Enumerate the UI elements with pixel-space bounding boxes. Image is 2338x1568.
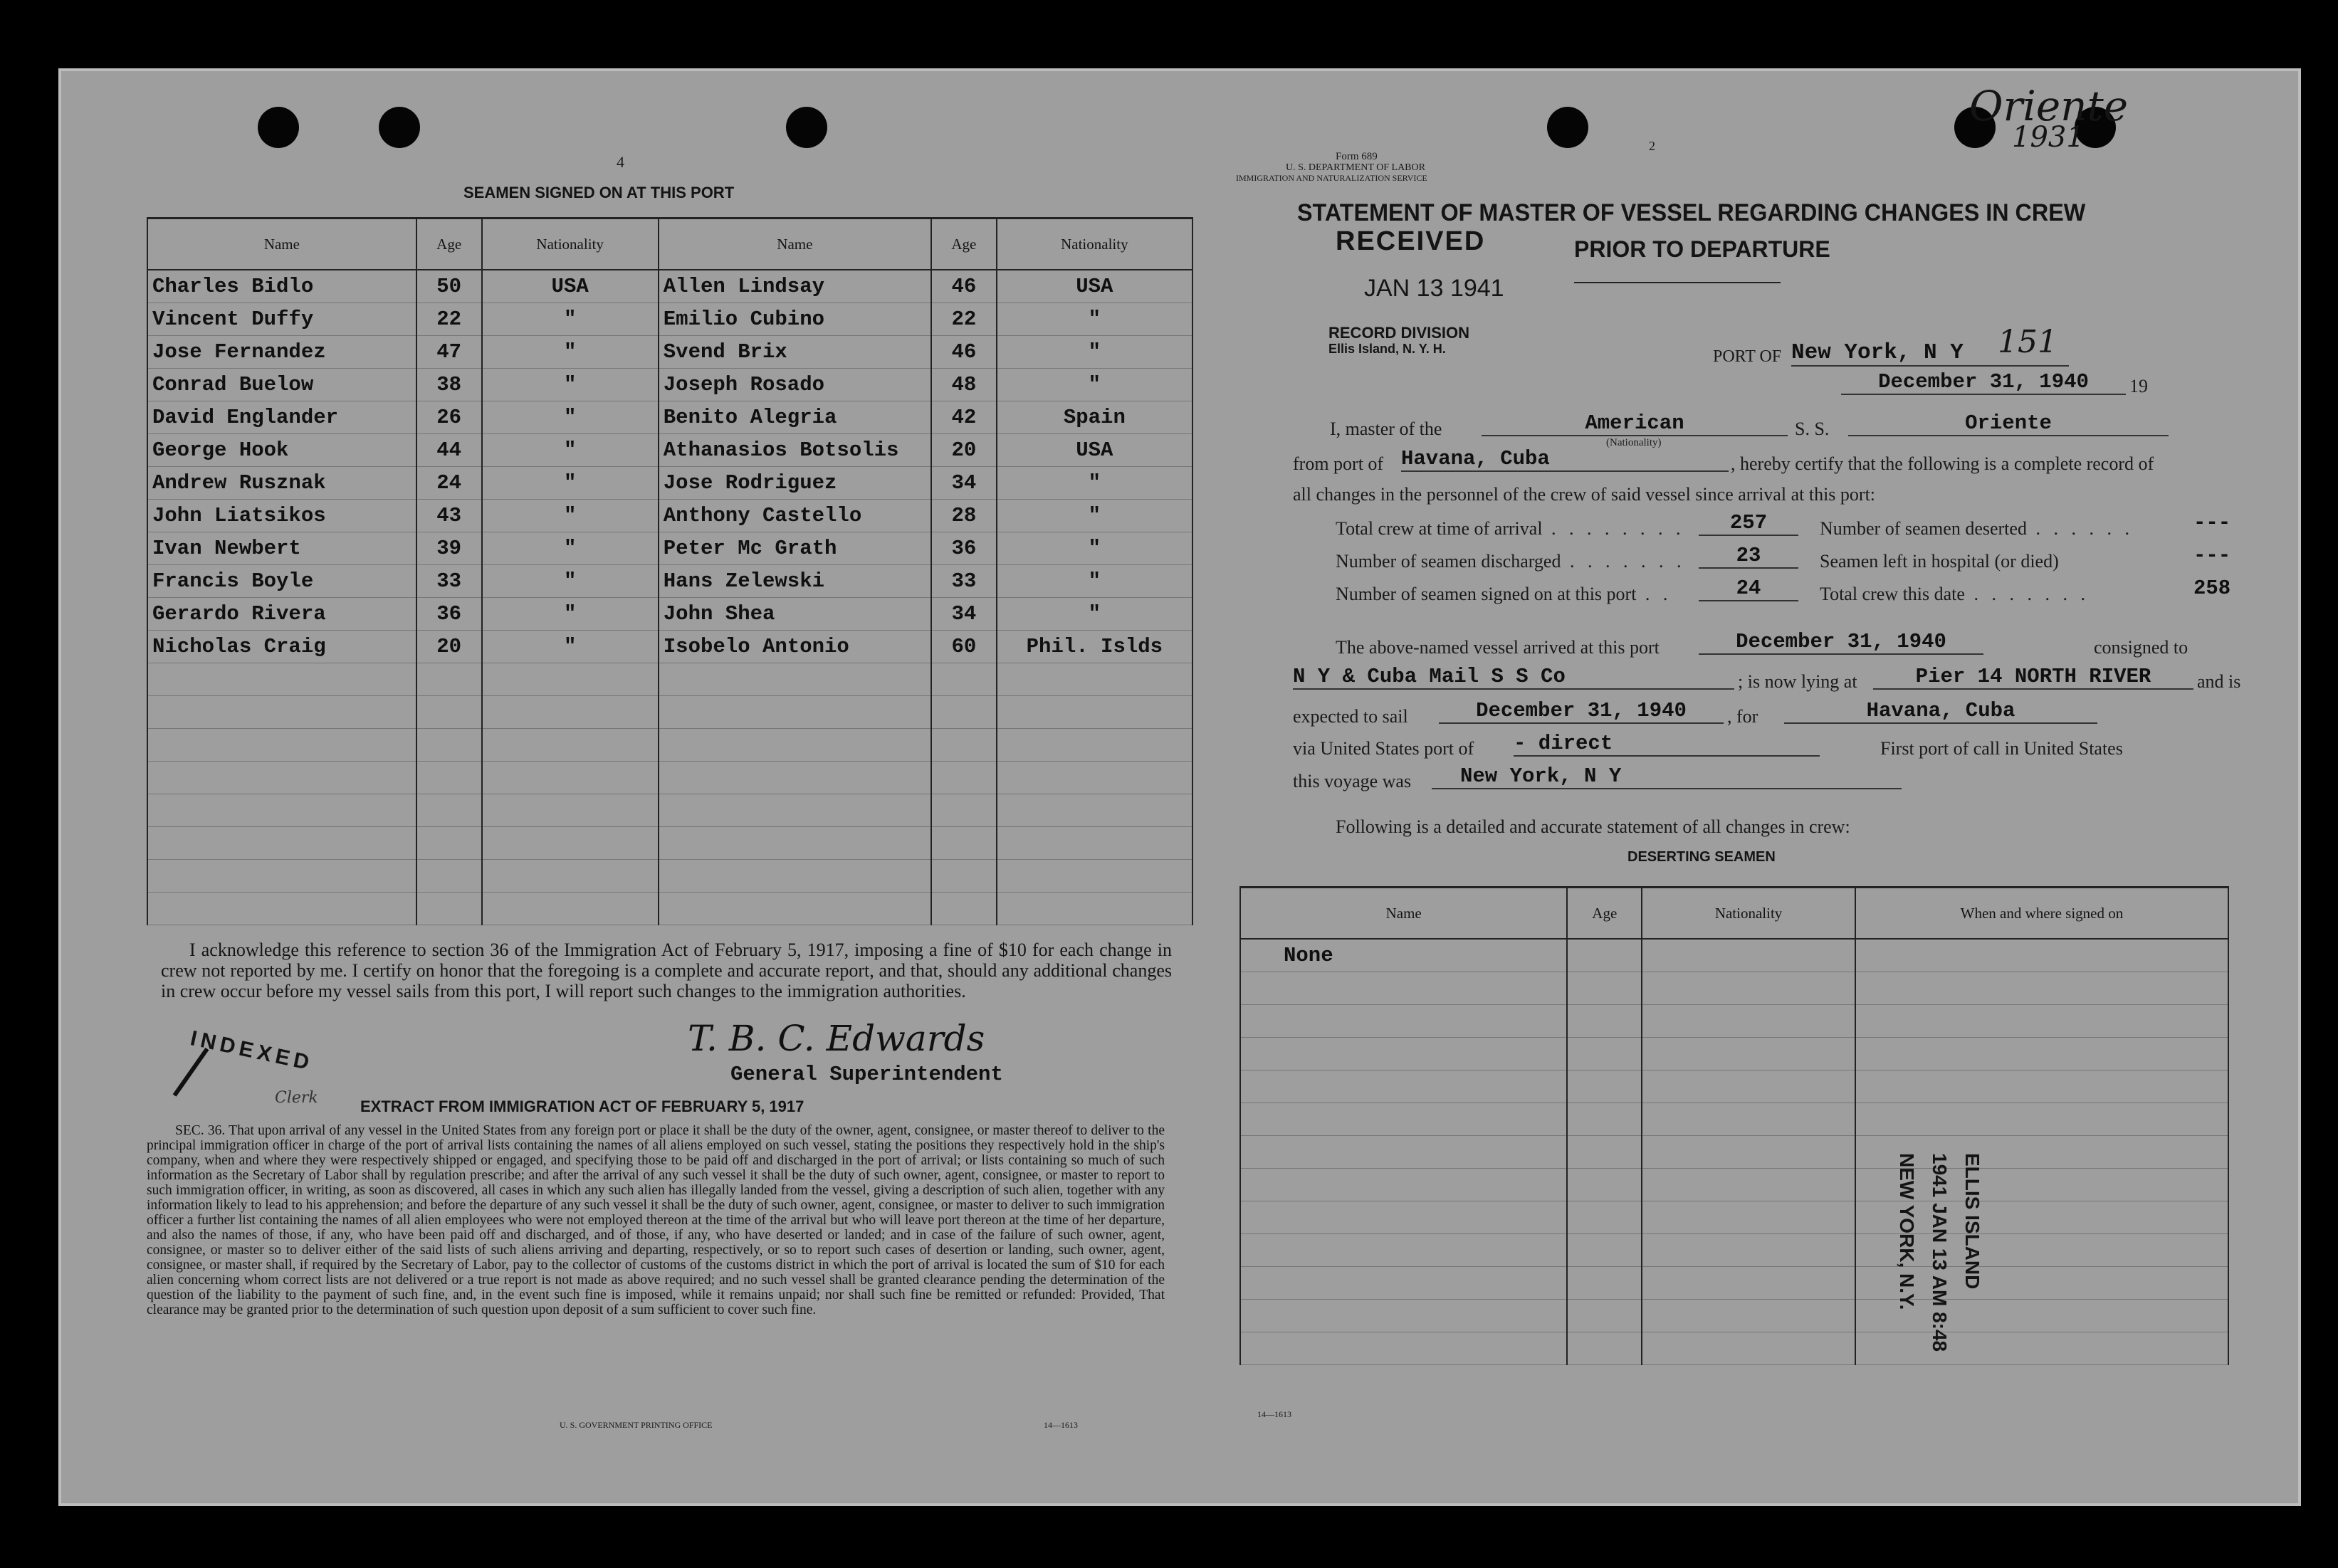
empty-cell — [997, 663, 1192, 696]
seaman-age: 48 — [931, 369, 997, 401]
seaman-nationality: USA — [997, 434, 1192, 467]
nationality-caption: (Nationality) — [1606, 437, 1662, 448]
column-header: Nationality — [482, 219, 659, 270]
for-label: , for — [1727, 706, 1758, 727]
seaman-name: John Shea — [659, 598, 931, 631]
port-of-label: PORT OF — [1713, 347, 1782, 366]
discharged-value: 23 — [1699, 544, 1798, 569]
empty-cell — [1567, 1169, 1642, 1201]
consignee-value: N Y & Cuba Mail S S Co — [1293, 665, 1734, 690]
empty-cell — [482, 762, 659, 794]
empty-cell — [659, 860, 931, 893]
hospital-label: Seamen left in hospital (or died) — [1820, 551, 2059, 572]
empty-cell — [1642, 972, 1855, 1005]
empty-row — [147, 729, 1192, 762]
seaman-nationality: " — [482, 434, 659, 467]
empty-cell — [997, 827, 1192, 860]
seaman-age: 24 — [416, 467, 482, 500]
empty-cell — [147, 762, 416, 794]
seaman-nationality: " — [997, 369, 1192, 401]
seaman-name: Nicholas Craig — [147, 631, 416, 663]
document-sheet — [58, 68, 2301, 1506]
deserting-table — [1239, 886, 2229, 1365]
seaman-name: Peter Mc Grath — [659, 532, 931, 565]
page-number: 2 — [1649, 139, 1655, 153]
total-date-label: Total crew this date . . . . . . . — [1820, 584, 2090, 604]
empty-cell — [147, 827, 416, 860]
empty-cell — [1240, 1201, 1567, 1234]
seaman-nationality: " — [482, 500, 659, 532]
empty-cell — [1240, 1332, 1567, 1365]
stamp-ellis-text: ELLIS ISLAND — [1961, 1153, 1983, 1290]
printer-line: U. S. GOVERNMENT PRINTING OFFICE — [560, 1420, 713, 1430]
form-title: STATEMENT OF MASTER OF VESSEL REGARDING CHANGES IN CREW — [1297, 199, 2086, 226]
seaman-nationality: " — [482, 303, 659, 336]
seaman-nationality: " — [997, 303, 1192, 336]
seaman-name: Benito Alegria — [659, 401, 931, 434]
empty-row — [1240, 1169, 2228, 1201]
ellis-island-date-stamp — [1895, 1153, 1983, 1452]
empty-cell — [416, 663, 482, 696]
seaman-name: Hans Zelewski — [659, 565, 931, 598]
empty-cell — [1642, 1103, 1855, 1136]
department: U. S. DEPARTMENT OF LABOR — [1286, 162, 1425, 173]
empty-cell — [416, 762, 482, 794]
seaman-nationality: " — [997, 336, 1192, 369]
nationality-value: American — [1482, 411, 1788, 436]
form-code: 14—1613 — [1044, 1420, 1078, 1430]
empty-row — [1240, 1201, 2228, 1234]
seaman-age: 36 — [416, 598, 482, 631]
table-row — [147, 500, 1192, 532]
empty-row — [1240, 1038, 2228, 1070]
empty-row — [1240, 1005, 2228, 1038]
received-date-stamp: JAN 13 1941 — [1364, 275, 1504, 302]
seaman-age: 46 — [931, 270, 997, 303]
seaman-name: George Hook — [147, 434, 416, 467]
empty-cell — [1240, 1005, 1567, 1038]
handwritten-151: 151 — [1998, 324, 2057, 360]
empty-cell — [931, 893, 997, 925]
seaman-nationality: " — [997, 467, 1192, 500]
empty-row — [147, 860, 1192, 893]
form-code: 14—1613 — [1257, 1409, 1291, 1419]
empty-cell — [1567, 1005, 1642, 1038]
punch-hole — [1547, 107, 1588, 148]
empty-cell — [1855, 972, 2228, 1005]
seaman-age: 33 — [416, 565, 482, 598]
signed-on-table — [147, 217, 1193, 925]
seaman-age: 42 — [931, 401, 997, 434]
empty-cell — [147, 696, 416, 729]
empty-cell — [416, 729, 482, 762]
empty-cell — [1567, 939, 1642, 972]
ellis-island-stamp: Ellis Island, N. Y. H. — [1328, 342, 1446, 356]
form-subtitle: PRIOR TO DEPARTURE — [1574, 236, 1830, 262]
record-division-stamp: RECORD DIVISION — [1328, 324, 1470, 342]
seaman-age: 44 — [416, 434, 482, 467]
empty-row — [1240, 1332, 2228, 1365]
seaman-name: Charles Bidlo — [147, 270, 416, 303]
total-arrival-value: 257 — [1699, 511, 1798, 536]
certify-text-2: all changes in the personnel of the crew of said vessel since arrival at this port: — [1293, 484, 1876, 505]
empty-cell — [1240, 1300, 1567, 1332]
empty-row — [1240, 1234, 2228, 1267]
empty-cell — [659, 729, 931, 762]
empty-row — [147, 794, 1192, 827]
empty-cell — [1642, 1038, 1855, 1070]
table-row — [147, 270, 1192, 303]
empty-cell — [416, 696, 482, 729]
seaman-age: 50 — [416, 270, 482, 303]
table-row — [147, 631, 1192, 663]
empty-cell — [659, 696, 931, 729]
punch-hole — [786, 107, 827, 148]
empty-row — [147, 663, 1192, 696]
section-title: SEAMEN SIGNED ON AT THIS PORT — [463, 184, 735, 201]
seaman-nationality: USA — [997, 270, 1192, 303]
seaman-name: Jose Rodriguez — [659, 467, 931, 500]
empty-cell — [1240, 1234, 1567, 1267]
empty-cell — [1240, 1038, 1567, 1070]
lying-label: ; is now lying at — [1738, 671, 1857, 692]
acknowledgement-text: I acknowledge this reference to section 36 of the Immigration Act of February 5, 1917, imposing a fine of $10 for each change in crew not reported by me. I certify on honor that the foregoing is a complete and accurate report, and that, should any additional changes in crew occur before my vessel sails from this port, I will report such changes to the immigration authorities. — [161, 940, 1172, 1001]
empty-cell — [416, 827, 482, 860]
table-row — [147, 532, 1192, 565]
empty-cell — [416, 860, 482, 893]
empty-cell — [1642, 1300, 1855, 1332]
discharged-label: Number of seamen discharged . . . . . . . — [1336, 551, 1686, 572]
stamp-date-text: 1941 JAN 13 AM 8:48 — [1929, 1153, 1951, 1352]
column-header: Age — [1567, 888, 1642, 940]
empty-cell — [1855, 939, 2228, 972]
arrived-value: December 31, 1940 — [1699, 630, 1983, 655]
column-header: Name — [147, 219, 416, 270]
seaman-name: Ivan Newbert — [147, 532, 416, 565]
empty-cell — [1240, 1070, 1567, 1103]
empty-cell — [1240, 1267, 1567, 1300]
empty-cell — [1642, 1005, 1855, 1038]
vessel-value: Oriente — [1848, 411, 2169, 436]
empty-cell — [147, 893, 416, 925]
arrived-label: The above-named vessel arrived at this port — [1336, 637, 1660, 658]
seaman-name: Emilio Cubino — [659, 303, 931, 336]
following-text: Following is a detailed and accurate statement of all changes in crew: — [1336, 816, 1850, 837]
empty-cell — [1240, 1103, 1567, 1136]
seaman-name: Andrew Rusznak — [147, 467, 416, 500]
page-number: 4 — [617, 153, 624, 171]
table-row — [147, 369, 1192, 401]
seaman-name: Jose Fernandez — [147, 336, 416, 369]
empty-cell — [482, 696, 659, 729]
empty-cell — [931, 860, 997, 893]
deserted-label: Number of seamen deserted . . . . . . — [1820, 518, 2134, 539]
via-value: - direct — [1514, 732, 1820, 757]
indexed-stamp: INDEXED — [188, 1026, 315, 1075]
empty-cell — [1567, 1234, 1642, 1267]
empty-cell — [147, 860, 416, 893]
empty-cell — [931, 762, 997, 794]
seaman-name: Isobelo Antonio — [659, 631, 931, 663]
empty-cell — [147, 729, 416, 762]
empty-cell — [997, 860, 1192, 893]
signature: T. B. C. Edwards — [688, 1018, 985, 1059]
date-suffix: 19 — [2129, 376, 2148, 396]
empty-row — [1240, 972, 2228, 1005]
empty-cell — [997, 729, 1192, 762]
seaman-nationality: " — [997, 565, 1192, 598]
seaman-nationality: " — [482, 565, 659, 598]
column-header: When and where signed on — [1855, 888, 2228, 940]
seaman-age: 36 — [931, 532, 997, 565]
voyage-label: this voyage was — [1293, 771, 1412, 791]
seaman-age: 39 — [416, 532, 482, 565]
empty-cell — [1240, 972, 1567, 1005]
expected-label: expected to sail — [1293, 706, 1408, 727]
seaman-age: 20 — [931, 434, 997, 467]
empty-cell — [997, 893, 1192, 925]
empty-cell — [1855, 1070, 2228, 1103]
seaman-age: 46 — [931, 336, 997, 369]
empty-cell — [931, 729, 997, 762]
empty-cell — [1567, 1103, 1642, 1136]
column-header: Nationality — [1642, 888, 1855, 940]
from-port-value: Havana, Cuba — [1401, 447, 1729, 472]
master-label: I, master of the — [1330, 419, 1442, 439]
seaman-nationality: " — [997, 532, 1192, 565]
seaman-nationality: " — [482, 631, 659, 663]
empty-cell — [1567, 1267, 1642, 1300]
punch-hole — [258, 107, 299, 148]
seaman-nationality: " — [482, 401, 659, 434]
total-date-value: 258 — [2193, 577, 2231, 600]
empty-cell — [1642, 939, 1855, 972]
empty-cell — [931, 663, 997, 696]
empty-cell — [997, 762, 1192, 794]
empty-cell — [659, 762, 931, 794]
seaman-age: 33 — [931, 565, 997, 598]
seaman-age: 22 — [931, 303, 997, 336]
empty-cell — [482, 663, 659, 696]
empty-row — [1240, 1300, 2228, 1332]
seaman-age: 34 — [931, 598, 997, 631]
empty-row — [147, 762, 1192, 794]
seaman-nationality: " — [482, 598, 659, 631]
empty-cell — [659, 794, 931, 827]
seaman-name: Athanasios Botsolis — [659, 434, 931, 467]
total-arrival-label: Total crew at time of arrival . . . . . . . . — [1336, 518, 1685, 539]
empty-cell — [1240, 1136, 1567, 1169]
empty-cell — [1642, 1332, 1855, 1365]
via-label: via United States port of — [1293, 738, 1474, 759]
seaman-nationality: " — [997, 598, 1192, 631]
empty-cell — [1567, 1300, 1642, 1332]
empty-cell — [1567, 972, 1642, 1005]
seaman-name: David Englander — [147, 401, 416, 434]
signed-on-label: Number of seamen signed on at this port . . — [1336, 584, 1672, 604]
empty-cell — [147, 663, 416, 696]
seaman-name: Joseph Rosado — [659, 369, 931, 401]
empty-cell — [1642, 1201, 1855, 1234]
hospital-value: --- — [2193, 544, 2231, 567]
clerk-label: Clerk — [275, 1089, 318, 1107]
voyage-value: New York, N Y — [1432, 764, 1902, 789]
empty-row — [1240, 1070, 2228, 1103]
empty-row — [1240, 1103, 2228, 1136]
empty-cell — [1240, 1169, 1567, 1201]
extract-text: SEC. 36. That upon arrival of any vessel in the United States from any foreign port or place it shall be the duty of the owner, agent, consignee, or master thereof to deliver to the principal immigration officer in charge of the port of arrival lists containing the names of all aliens employed on such vessel, stating the positions they respectively hold in the ship's company, when and where they were respectively shipped or engaged, and specifying those to be paid off and discharged in the port of arrival; or lists containing so much of such information as the Secretary of Labor shall by regulation prescribe; and after the arrival of any such vessel it shall be the duty of such owner, agent, consignee, or master to report to such immigration officer, in writing, as soon as discovered, all cases in which any such alien has illegally landed from the vessel, giving a description of such alien, together with any information likely to lead to his apprehension; and before the departure of any such vessel it shall be the duty of such owner, agent, consignee, or master to deliver to such immigration officer a further list containing the names of all alien employees who were not employed thereon at the time of the arrival but who will leave port thereon at the time of her departure, and also the names of those, if any, who have been paid off and discharged, and of those, if any, who have deserted or landed; and in case of the failure of such owner, agent, consignee, or master so to deliver either of the said lists of such aliens arriving and departing, respectively, or so to report such cases of desertion or landing, such owner, agent, consignee, or master shall, if required by the Secretary of Labor, pay to the collector of customs of the customs district in which the port of arrival is located the sum of $10 for each alien concerning whom correct lists are not delivered or a true report is not made as above required; and no such vessel shall be granted clearance pending the determination of the question of the liability to the payment of such fine, and, in the event such fine is imposed, while it remains unpaid; nor shall such fine be remitted or refunded: Provided, That clearance may be granted prior to the determination of such question upon deposit of a sum sufficient to cover such fine. — [147, 1123, 1165, 1317]
table-row — [147, 467, 1192, 500]
empty-cell — [482, 729, 659, 762]
empty-row — [147, 696, 1192, 729]
empty-cell — [659, 827, 931, 860]
seaman-age: 20 — [416, 631, 482, 663]
table-row — [147, 401, 1192, 434]
seaman-age: 34 — [931, 467, 997, 500]
empty-cell — [659, 663, 931, 696]
seaman-nationality: Spain — [997, 401, 1192, 434]
handwritten-number: 1931 — [2012, 121, 2085, 154]
empty-row — [1240, 1136, 2228, 1169]
empty-cell — [1567, 1038, 1642, 1070]
first-port-label: First port of call in United States — [1880, 738, 2123, 759]
seaman-name: John Liatsikos — [147, 500, 416, 532]
port-of-value: New York, N Y — [1791, 340, 2069, 367]
column-header: Name — [659, 219, 931, 270]
column-header: Age — [931, 219, 997, 270]
empty-cell — [931, 696, 997, 729]
column-header: Nationality — [997, 219, 1192, 270]
date-value: December 31, 1940 — [1841, 370, 2126, 395]
empty-cell — [1642, 1234, 1855, 1267]
seaman-name: Allen Lindsay — [659, 270, 931, 303]
empty-cell — [997, 696, 1192, 729]
seaman-nationality: " — [997, 500, 1192, 532]
empty-cell — [416, 893, 482, 925]
seaman-nationality: Phil. Islds — [997, 631, 1192, 663]
empty-cell — [1855, 1005, 2228, 1038]
received-stamp: RECEIVED — [1336, 226, 1486, 256]
extract-title: EXTRACT FROM IMMIGRATION ACT OF FEBRUARY 5, 1917 — [360, 1098, 804, 1115]
certify-text: , hereby certify that the following is a complete record of — [1731, 453, 2154, 474]
table-row — [147, 303, 1192, 336]
empty-cell — [482, 893, 659, 925]
seaman-nationality: USA — [482, 270, 659, 303]
empty-cell — [1642, 1136, 1855, 1169]
form-number: Form 689 — [1336, 151, 1378, 162]
seaman-name: Vincent Duffy — [147, 303, 416, 336]
seaman-name: Gerardo Rivera — [147, 598, 416, 631]
deserter-name: None — [1240, 939, 1567, 972]
empty-cell — [659, 893, 931, 925]
deserting-title: DESERTING SEAMEN — [1627, 849, 1776, 865]
seaman-name: Conrad Buelow — [147, 369, 416, 401]
seaman-age: 47 — [416, 336, 482, 369]
empty-cell — [931, 794, 997, 827]
seaman-nationality: " — [482, 467, 659, 500]
seaman-age: 22 — [416, 303, 482, 336]
consigned-label: consigned to — [2094, 637, 2188, 658]
empty-cell — [1642, 1169, 1855, 1201]
empty-cell — [1567, 1070, 1642, 1103]
seaman-age: 43 — [416, 500, 482, 532]
column-header: Age — [416, 219, 482, 270]
seaman-name: Anthony Castello — [659, 500, 931, 532]
empty-cell — [482, 794, 659, 827]
stamp-ny-text: NEW YORK, N.Y. — [1896, 1153, 1918, 1310]
table-row — [1240, 939, 2228, 972]
empty-cell — [1855, 1038, 2228, 1070]
for-value: Havana, Cuba — [1784, 699, 2097, 724]
empty-cell — [147, 794, 416, 827]
empty-row — [1240, 1267, 2228, 1300]
seaman-age: 28 — [931, 500, 997, 532]
lying-value: Pier 14 NORTH RIVER — [1873, 665, 2193, 690]
table-row — [147, 336, 1192, 369]
empty-cell — [1567, 1201, 1642, 1234]
empty-row — [147, 827, 1192, 860]
column-header: Name — [1240, 888, 1567, 940]
empty-cell — [1567, 1332, 1642, 1365]
ss-label: S. S. — [1795, 419, 1830, 439]
empty-cell — [1567, 1136, 1642, 1169]
seaman-nationality: " — [482, 369, 659, 401]
seaman-name: Svend Brix — [659, 336, 931, 369]
signed-on-value: 24 — [1699, 577, 1798, 601]
punch-hole — [379, 107, 420, 148]
seaman-age: 38 — [416, 369, 482, 401]
seaman-age: 60 — [931, 631, 997, 663]
seaman-nationality: " — [482, 532, 659, 565]
empty-cell — [482, 860, 659, 893]
empty-cell — [416, 794, 482, 827]
empty-row — [147, 893, 1192, 925]
handwritten-vessel: Oriente — [1969, 82, 2129, 130]
empty-cell — [931, 827, 997, 860]
expected-value: December 31, 1940 — [1439, 699, 1724, 724]
seaman-name: Francis Boyle — [147, 565, 416, 598]
seaman-age: 26 — [416, 401, 482, 434]
and-is-label: and is — [2197, 671, 2241, 692]
title-rule — [1574, 282, 1781, 283]
from-port-label: from port of — [1293, 453, 1384, 474]
service: IMMIGRATION AND NATURALIZATION SERVICE — [1236, 173, 1427, 183]
empty-cell — [1642, 1070, 1855, 1103]
empty-cell — [1855, 1103, 2228, 1136]
table-row — [147, 434, 1192, 467]
empty-cell — [482, 827, 659, 860]
seaman-nationality: " — [482, 336, 659, 369]
table-row — [147, 598, 1192, 631]
empty-cell — [1642, 1267, 1855, 1300]
deserted-value: --- — [2193, 511, 2231, 535]
signature-title: General Superintendent — [730, 1063, 1003, 1086]
empty-cell — [997, 794, 1192, 827]
table-row — [147, 565, 1192, 598]
